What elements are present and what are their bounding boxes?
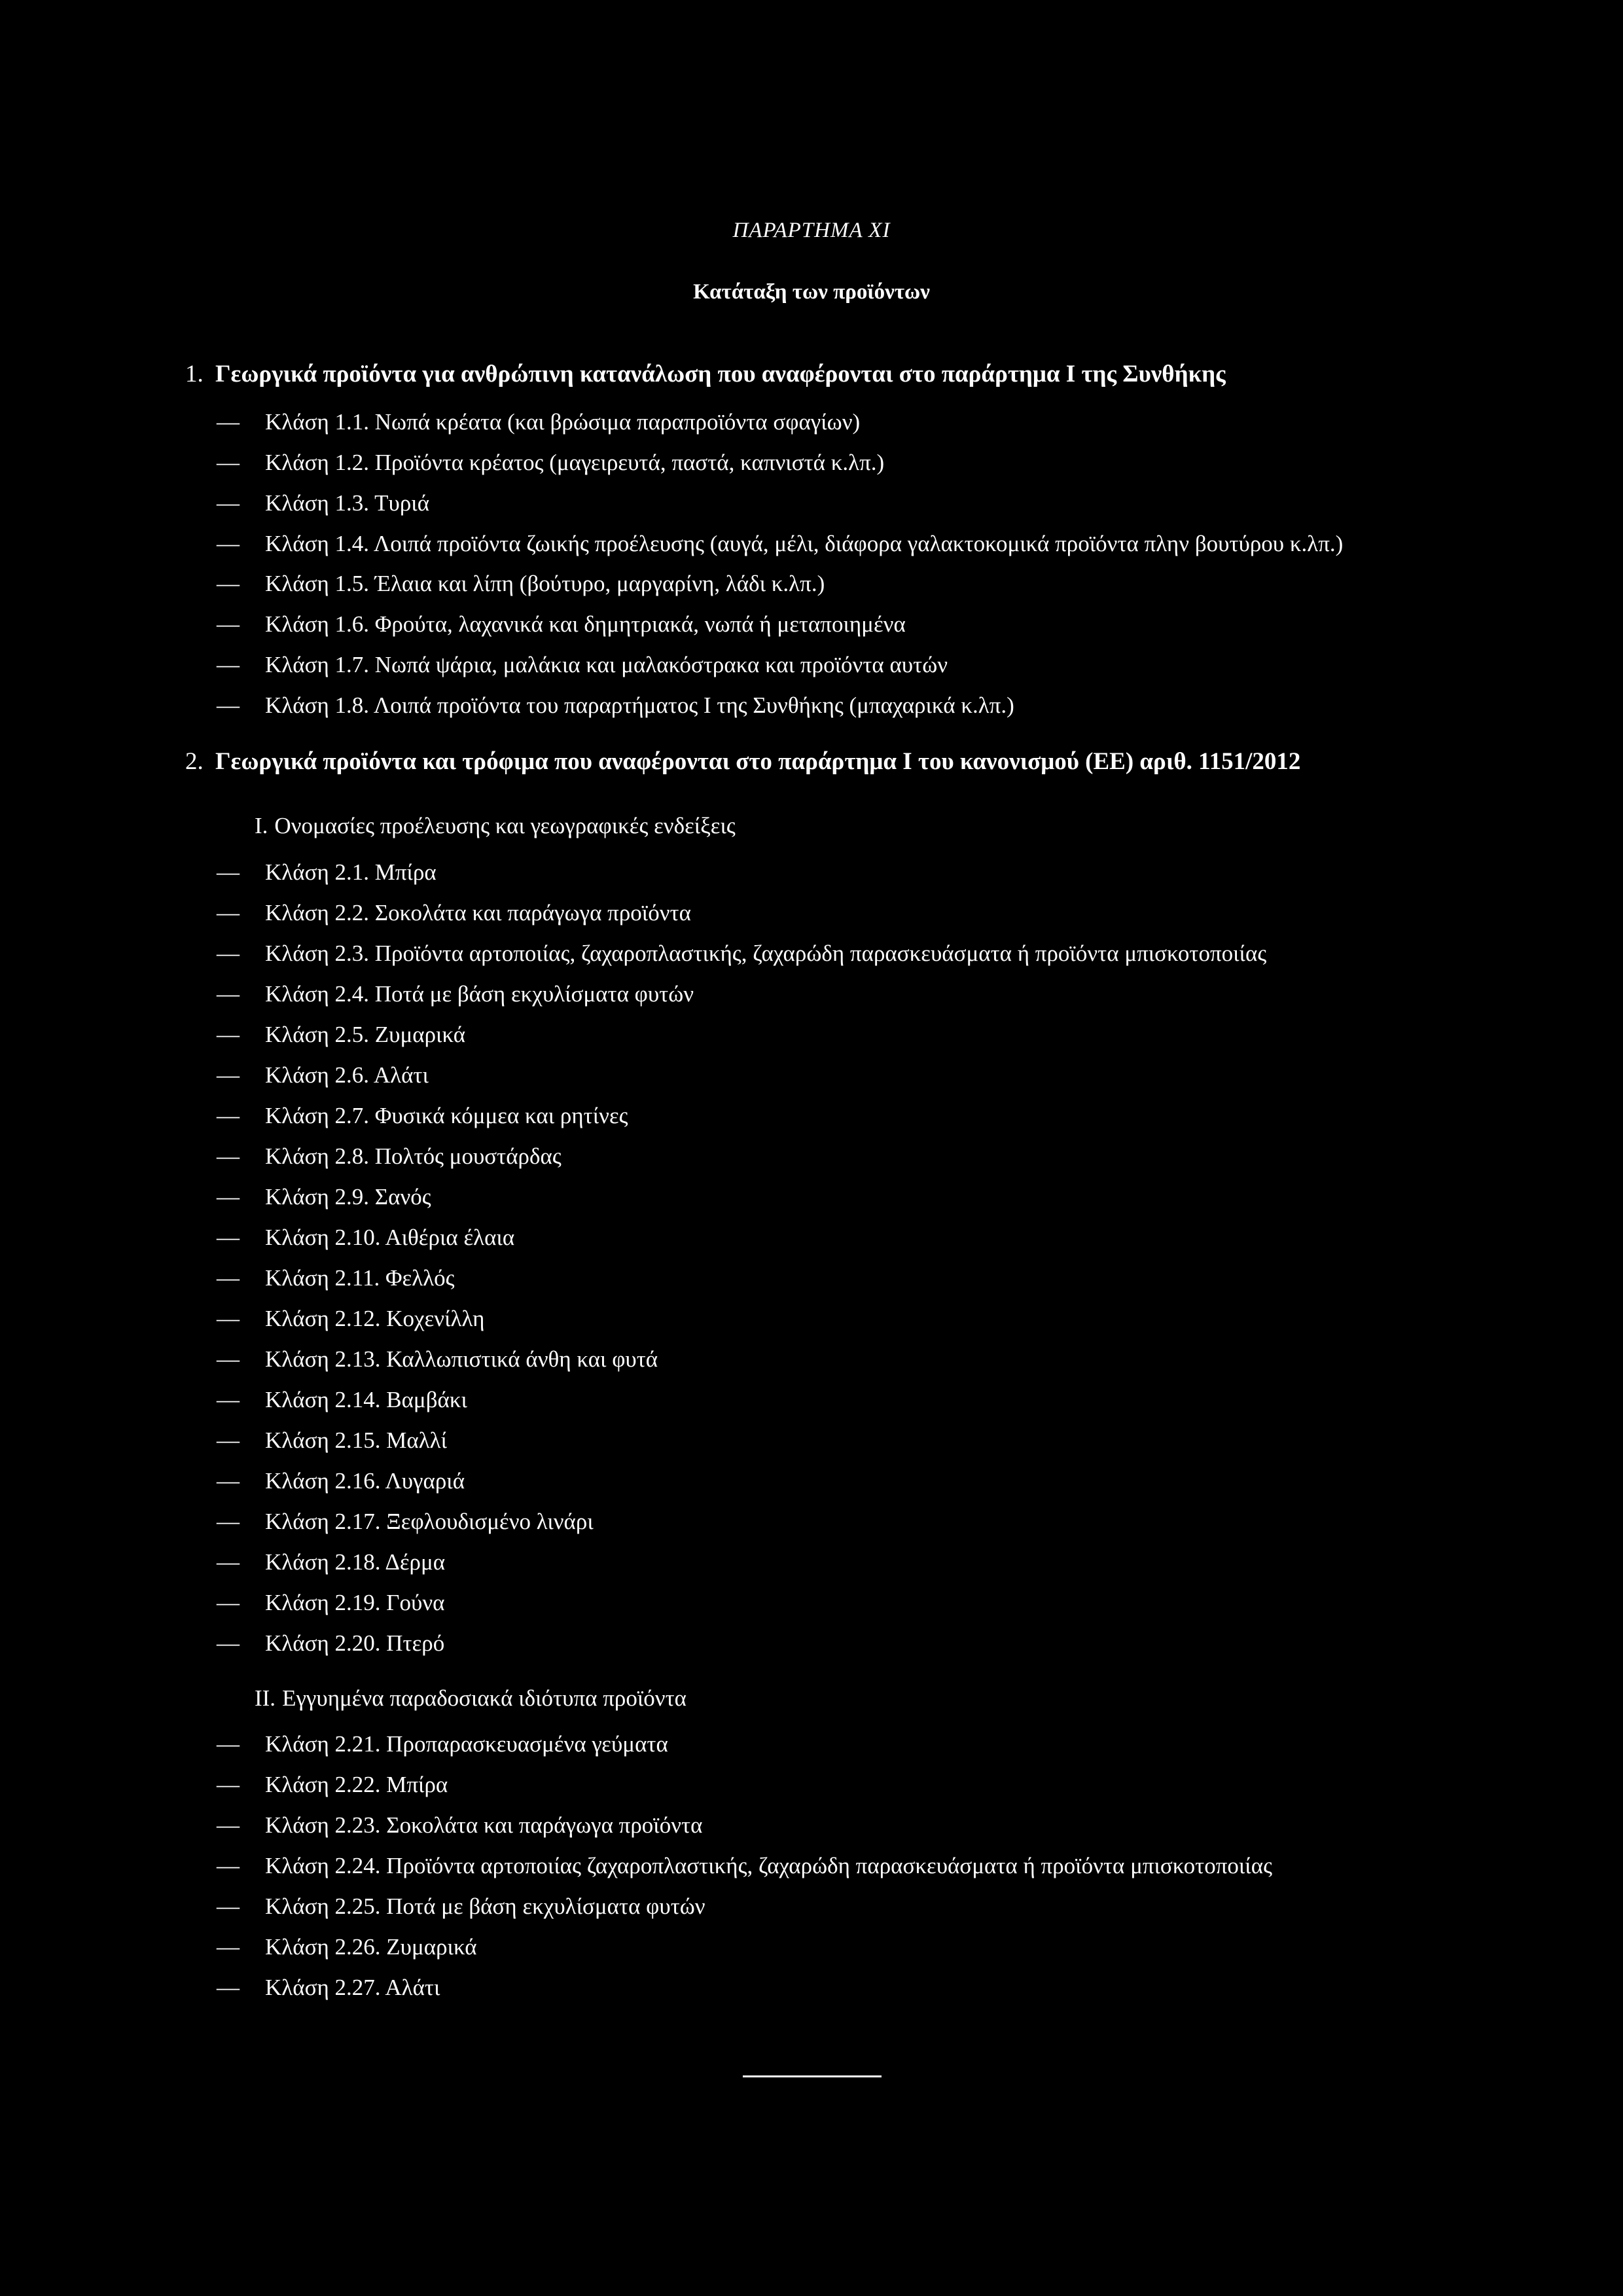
list-item: — Κλάση 1.5. Έλαια και λίπη (βούτυρο, μαργαρίνη, λάδι κ.λπ.) <box>217 571 825 596</box>
em-dash: — <box>217 1346 240 1372</box>
list-item: — Κλάση 1.7. Νωπά ψάρια, μαλάκια και μαλακόστρακα και προϊόντα αυτών <box>217 652 948 677</box>
list-item: — Κλάση 2.14. Βαμβάκι <box>217 1387 467 1412</box>
annex-title: ΠΑΡΑΡΤΗΜΑ XI <box>732 219 891 242</box>
em-dash: — <box>217 1731 240 1757</box>
list-item: — Κλάση 2.4. Ποτά με βάση εκχυλίσματα φυτών <box>217 981 694 1007</box>
list-item: — Κλάση 1.3. Τυριά <box>217 490 430 516</box>
list-item: — Κλάση 1.2. Προϊόντα κρέατος (μαγειρευτά, παστά, καπνιστά κ.λπ.) <box>217 450 885 475</box>
em-dash: — <box>217 1509 240 1534</box>
section-1-heading <box>185 360 1226 388</box>
em-dash: — <box>217 859 240 885</box>
list-item: — Κλάση 2.24. Προϊόντα αρτοποιίας ζαχαροπλαστικής, ζαχαρώδη παρασκευάσματα ή προϊόντα μπισκοτοποιίας <box>217 1853 1272 1878</box>
section-number: 2. <box>185 748 204 775</box>
em-dash: — <box>217 1853 240 1878</box>
em-dash: — <box>217 1772 240 1797</box>
list-item: — Κλάση 2.7. Φυσικά κόμμεα και ρητίνες <box>217 1103 628 1128</box>
list-item: — Κλάση 2.17. Ξεφλουδισμένο λινάρι <box>217 1509 594 1534</box>
subsection-title: Ονομασίες προέλευσης και γεωγραφικές ενδείξεις <box>274 813 736 838</box>
list-item: — Κλάση 2.8. Πολτός μουστάρδας <box>217 1143 562 1169</box>
list-item: — Κλάση 2.10. Αιθέρια έλαια <box>217 1225 515 1250</box>
subsection-ii-heading <box>255 1685 687 1712</box>
em-dash: — <box>217 571 240 596</box>
em-dash: — <box>217 1549 240 1575</box>
roman-numeral: II. <box>255 1685 276 1711</box>
list-item: — Κλάση 2.13. Καλλωπιστικά άνθη και φυτά <box>217 1346 658 1372</box>
em-dash: — <box>217 692 240 718</box>
em-dash: — <box>217 941 240 966</box>
em-dash: — <box>217 1590 240 1615</box>
list-item: — Κλάση 2.1. Μπίρα <box>217 859 437 885</box>
subsection-i-heading <box>255 813 736 839</box>
em-dash: — <box>217 1975 240 2000</box>
annex-subtitle: Κατάταξη των προϊόντων <box>693 280 930 304</box>
list-item: — Κλάση 2.16. Λυγαριά <box>217 1468 465 1494</box>
em-dash: — <box>217 611 240 637</box>
subsection-title: Εγγυημένα παραδοσιακά ιδιότυπα προϊόντα <box>282 1685 687 1711</box>
em-dash: — <box>217 1893 240 1919</box>
end-of-document-rule <box>743 2075 882 2077</box>
list-item: — Κλάση 2.3. Προϊόντα αρτοποιίας, ζαχαροπλαστικής, ζαχαρώδη παρασκευάσματα ή προϊόντα μπισκοτοποιίας <box>217 941 1267 966</box>
em-dash: — <box>217 981 240 1007</box>
section-2-heading <box>185 747 1300 776</box>
em-dash: — <box>217 1184 240 1210</box>
list-item: — Κλάση 2.27. Αλάτι <box>217 1975 440 2000</box>
em-dash: — <box>217 1265 240 1291</box>
list-item: — Κλάση 2.9. Σανός <box>217 1184 431 1210</box>
em-dash: — <box>217 900 240 925</box>
list-item: — Κλάση 2.19. Γούνα <box>217 1590 445 1615</box>
em-dash: — <box>217 1306 240 1331</box>
list-item: — Κλάση 1.6. Φρούτα, λαχανικά και δημητριακά, νωπά ή μεταποιημένα <box>217 611 906 637</box>
section-title: Γεωργικά προϊόντα και τρόφιμα που αναφέρονται στο παράρτημα I του κανονισμού (ΕΕ) αριθ. 1151/2012 <box>215 748 1301 775</box>
list-item: — Κλάση 2.20. Πτερό <box>217 1630 445 1656</box>
em-dash: — <box>217 1387 240 1412</box>
list-item: — Κλάση 2.11. Φελλός <box>217 1265 455 1291</box>
em-dash: — <box>217 1143 240 1169</box>
em-dash: — <box>217 1103 240 1128</box>
list-item: — Κλάση 2.6. Αλάτι <box>217 1062 429 1088</box>
em-dash: — <box>217 1022 240 1047</box>
list-item: — Κλάση 2.26. Ζυμαρικά <box>217 1934 477 1960</box>
em-dash: — <box>217 450 240 475</box>
list-item: — Κλάση 2.22. Μπίρα <box>217 1772 448 1797</box>
em-dash: — <box>217 1427 240 1453</box>
list-item: — Κλάση 2.21. Προπαρασκευασμένα γεύματα <box>217 1731 668 1757</box>
em-dash: — <box>217 531 240 556</box>
em-dash: — <box>217 490 240 516</box>
list-item: — Κλάση 2.23. Σοκολάτα και παράγωγα προϊόντα <box>217 1812 703 1838</box>
em-dash: — <box>217 409 240 435</box>
roman-numeral: I. <box>255 813 268 838</box>
em-dash: — <box>217 1934 240 1960</box>
em-dash: — <box>217 1225 240 1250</box>
em-dash: — <box>217 652 240 677</box>
list-item: — Κλάση 2.5. Ζυμαρικά <box>217 1022 466 1047</box>
list-item: — Κλάση 2.12. Κοχενίλλη <box>217 1306 485 1331</box>
em-dash: — <box>217 1812 240 1838</box>
list-item: — Κλάση 1.4. Λοιπά προϊόντα ζωικής προέλευσης (αυγά, μέλι, διάφορα γαλακτοκομικά προϊόντα πλην βουτύρου κ.λπ.) <box>217 531 1344 556</box>
list-item: — Κλάση 1.8. Λοιπά προϊόντα του παραρτήματος I της Συνθήκης (μπαχαρικά κ.λπ.) <box>217 692 1014 718</box>
section-number: 1. <box>185 361 204 387</box>
list-item: — Κλάση 2.2. Σοκολάτα και παράγωγα προϊόντα <box>217 900 691 925</box>
list-item: — Κλάση 2.18. Δέρμα <box>217 1549 446 1575</box>
list-item: — Κλάση 1.1. Νωπά κρέατα (και βρώσιμα παραπροϊόντα σφαγίων) <box>217 409 861 435</box>
em-dash: — <box>217 1062 240 1088</box>
em-dash: — <box>217 1630 240 1656</box>
list-item: — Κλάση 2.15. Μαλλί <box>217 1427 448 1453</box>
section-title: Γεωργικά προϊόντα για ανθρώπινη κατανάλωση που αναφέρονται στο παράρτημα I της Συνθήκης <box>215 361 1226 387</box>
list-item: — Κλάση 2.25. Ποτά με βάση εκχυλίσματα φυτών <box>217 1893 705 1919</box>
em-dash: — <box>217 1468 240 1494</box>
